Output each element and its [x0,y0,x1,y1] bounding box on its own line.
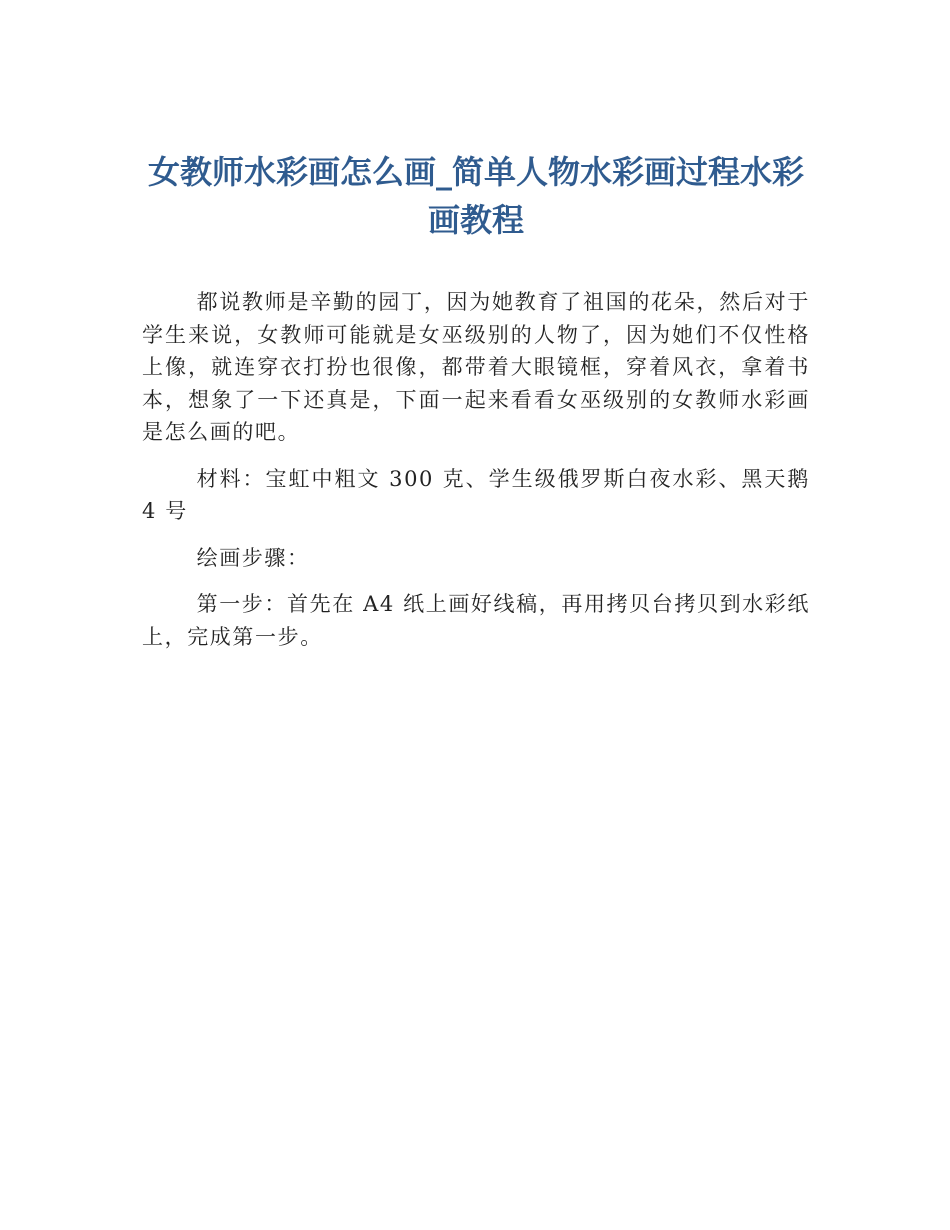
document-body [142,286,810,667]
materials-paragraph: 材料：宝虹中粗文 300 克、学生级俄罗斯白夜水彩、黑天鹅 4 号 [142,466,810,523]
document-title: 女教师水彩画怎么画_简单人物水彩画过程水彩画教程 [147,153,804,239]
steps-heading-paragraph: 绘画步骤： [196,545,310,570]
step-one-paragraph: 第一步：首先在 A4 纸上画好线稿，再用拷贝台拷贝到水彩纸上，完成第一步。 [142,592,810,649]
intro-paragraph: 都说教师是辛勤的园丁，因为她教育了祖国的花朵，然后对于学生来说，女教师可能就是女巫级别的人物了，因为她们不仅性格上像，就连穿衣打扮也很像，都带着大眼镜框，穿着风衣，拿着书本，想象了一下还真是，下面一起来看看女巫级别的女教师水彩画是怎么画的吧。 [142,290,810,444]
